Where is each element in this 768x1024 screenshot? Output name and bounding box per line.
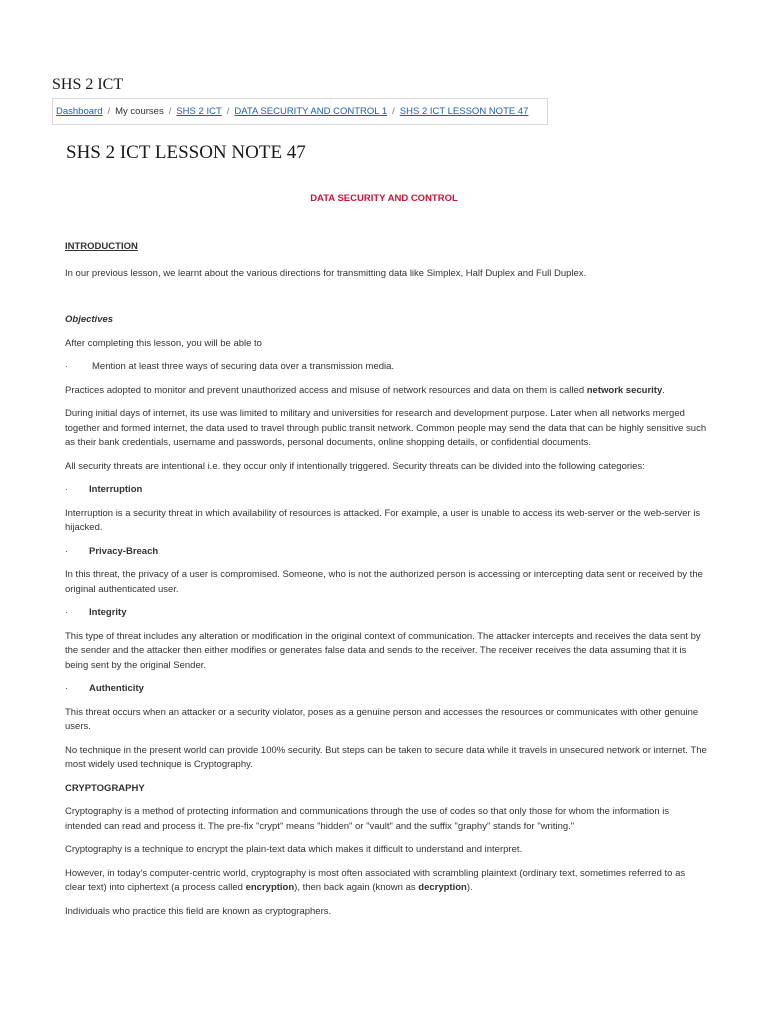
cryptography-modern-text: However, in today's computer-centric world, cryptography is most often associated with scrambling plaintext (ordinary text, sometimes referred to as clear text) into ciphertext (a process called [65, 867, 686, 893]
cryptography-modern-text: ). [466, 882, 473, 893]
threat-item [65, 606, 707, 621]
cryptography-modern-text: ), then back again (known as [294, 882, 419, 893]
breadcrumb-separator: / [168, 106, 172, 117]
course-title: SHS 2 ICT [52, 76, 124, 93]
threat-name: Integrity [89, 607, 127, 618]
breadcrumb-dashboard-link[interactable]: Dashboard [56, 106, 103, 117]
breadcrumb [52, 98, 548, 125]
cryptography-definition: Cryptography is a method of protecting information and communications through the use of codes so that only those for whom the information is intended can read and process it. The pre-fix "crypt" means "hidden" or "vault" and the suffix "graphy" stands for "writing." [65, 806, 670, 832]
cryptography-technique: Cryptography is a technique to encrypt the plain-text data which makes it difficult to understand and interpret. [65, 844, 523, 855]
cryptography-heading: CRYPTOGRAPHY [65, 782, 145, 794]
threat-description: This threat occurs when an attacker or a security violator, poses as a genuine person and accesses the resources or communicates with other genuine users. [65, 706, 699, 732]
threat-item [65, 682, 707, 697]
cryptography-modern [65, 867, 707, 896]
bullet-marker: · [65, 545, 69, 557]
network-security-text: Practices adopted to monitor and prevent unauthorized access and misuse of network resources and data on them is called [65, 384, 587, 396]
threat-description: This type of threat includes any alteration or modification in the original context of communication. The attacker intercepts and receives the data sent by the sender and the attacker then either modifies or generates false data and sends to the receiver. The receiver receives the data assuming that it is being sent by the original Sender. [65, 630, 701, 671]
network-security-term: network security [586, 384, 663, 396]
objective-text: Mention at least three ways of securing data over a transmission media. [92, 361, 395, 372]
threat-name: Authenticity [89, 683, 144, 694]
bullet-marker: · [65, 361, 69, 372]
breadcrumb-lesson-link[interactable]: SHS 2 ICT LESSON NOTE 47 [399, 106, 529, 117]
threat-description: In this threat, the privacy of a user is compromised. Someone, who is not the authorized person is accessing or intercepting data sent or received by the original authenticated user. [65, 569, 703, 595]
history-paragraph: During initial days of internet, its use was limited to military and universities for research and development purpose. Later when all networks merged together and formed internet, the data used to travel through public transit network. Common people may send the data that can be highly sensitive such as their bank credentials, username and passwords, personal documents, online shopping details, or confidential documents. [65, 408, 707, 448]
decryption-term: decryption [418, 882, 467, 893]
bullet-marker: · [65, 683, 69, 694]
threat-description: Interruption is a security threat in which availability of resources is attacked. For example, a user is unable to access its web-server or the web-server is hijacked. [65, 507, 701, 533]
breadcrumb-separator: / [107, 106, 111, 117]
subject-heading: DATA SECURITY AND CONTROL [310, 193, 458, 204]
breadcrumb-separator: / [392, 106, 395, 117]
objective-item [65, 360, 707, 375]
breadcrumb-my-courses: My courses [115, 106, 164, 117]
page-title: SHS 2 ICT LESSON NOTE 47 [66, 142, 306, 163]
objectives-lead: After completing this lesson, you will be able to [65, 337, 262, 349]
bullet-marker: · [65, 607, 69, 618]
threat-item [65, 483, 707, 498]
breadcrumb-section-link[interactable]: DATA SECURITY AND CONTROL 1 [234, 106, 388, 117]
threat-item [65, 545, 707, 560]
network-security-end: . [662, 384, 665, 396]
threat-name: Privacy-Breach [89, 545, 159, 557]
no-technique-paragraph: No technique in the present world can provide 100% security. But steps can be taken to secure data while it travels in unsecured network or internet. The most widely used technique is Cryptography. [65, 744, 707, 770]
threats-intro: All security threats are intentional i.e. they occur only if intentionally triggered. Security threats can be divided into the following categories: [65, 460, 645, 472]
lesson-content [65, 240, 707, 928]
encryption-term: encryption [245, 882, 295, 893]
network-security-paragraph [65, 384, 707, 399]
cryptographers-paragraph: Individuals who practice this field are known as cryptographers. [65, 905, 332, 917]
breadcrumb-separator: / [226, 106, 230, 117]
introduction-text: In our previous lesson, we learnt about the various directions for transmitting data like Simplex, Half Duplex and Full Duplex. [65, 267, 587, 279]
breadcrumb-course-link[interactable]: SHS 2 ICT [176, 106, 222, 117]
threat-name: Interruption [89, 484, 143, 495]
introduction-heading: INTRODUCTION [65, 241, 138, 252]
objectives-heading: Objectives [65, 314, 114, 325]
bullet-marker: · [65, 484, 69, 495]
